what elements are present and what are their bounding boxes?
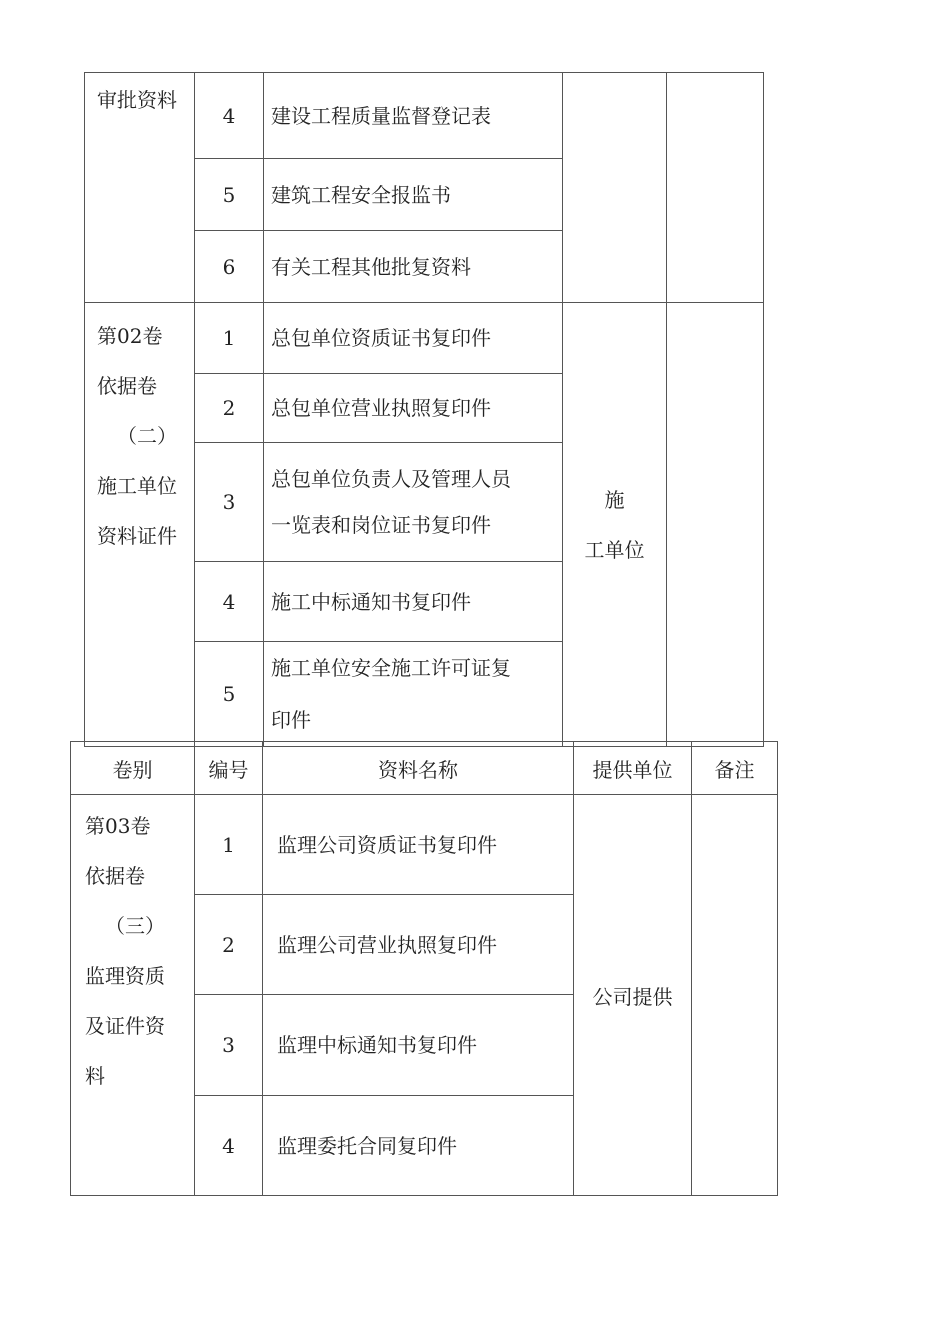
document-name: 监理中标通知书复印件 [263,995,574,1096]
remark-cell [692,795,778,1196]
document-name [264,642,563,747]
row-number: 1 [195,795,263,895]
document-name: 监理公司营业执照复印件 [263,895,574,995]
provider-line: 工单位 [584,537,645,562]
document-name: 建设工程质量监督登记表 [264,73,563,159]
volume-cell-vol03 [71,795,195,1196]
volume-label-line: （三） [105,914,165,938]
document-name: 施工中标通知书复印件 [264,562,563,642]
volume-label-line: 资料证件 [97,524,177,548]
header-provider: 提供单位 [574,742,692,795]
document-name: 建筑工程安全报监书 [264,159,563,231]
row-number: 5 [195,159,264,231]
document-name-line: 总包单位负责人及管理人员 [271,467,511,491]
row-number: 2 [195,374,264,443]
volume-cell-approval [85,73,195,303]
table-header-row [71,742,778,795]
table-row [85,303,764,374]
row-number: 3 [195,443,264,562]
volume-label-line: 第02卷 [97,324,163,348]
header-number: 编号 [195,742,263,795]
document-name-line: 印件 [271,708,311,732]
table-row [71,795,778,895]
header-remark: 备注 [692,742,778,795]
provider-line: 施 [604,487,625,512]
volume-label-line: 第03卷 [85,814,151,838]
table-vol03 [70,741,778,1196]
row-number: 3 [195,995,263,1096]
volume-label-line: （二） [117,424,177,448]
row-number: 6 [195,231,264,303]
document-name [264,443,563,562]
provider-cell: 公司提供 [574,795,692,1196]
table-approval-and-vol02 [84,72,764,747]
remark-cell [667,73,764,303]
remark-cell [667,303,764,747]
volume-cell-vol02 [85,303,195,747]
row-number: 4 [195,73,264,159]
header-volume: 卷别 [71,742,195,795]
document-name: 监理委托合同复印件 [263,1096,574,1196]
volume-label-line: 依据卷 [85,864,145,888]
table-row [85,73,764,159]
volume-label-line: 料 [85,1064,105,1088]
volume-label-line: 施工单位 [97,474,177,498]
document-name: 监理公司资质证书复印件 [263,795,574,895]
document-name-line: 施工单位安全施工许可证复 [271,656,511,680]
provider-cell [563,303,667,747]
document-name: 总包单位资质证书复印件 [264,303,563,374]
volume-label-line: 及证件资 [85,1014,165,1038]
document-name-line: 一览表和岗位证书复印件 [271,513,491,537]
row-number: 4 [195,1096,263,1196]
volume-label: 审批资料 [97,88,177,112]
document-name: 总包单位营业执照复印件 [264,374,563,443]
volume-label-line: 监理资质 [85,964,165,988]
row-number: 2 [195,895,263,995]
volume-label-line: 依据卷 [97,374,157,398]
row-number: 5 [195,642,264,747]
header-document-name: 资料名称 [263,742,574,795]
document-name: 有关工程其他批复资料 [264,231,563,303]
provider-cell [563,73,667,303]
row-number: 4 [195,562,264,642]
row-number: 1 [195,303,264,374]
